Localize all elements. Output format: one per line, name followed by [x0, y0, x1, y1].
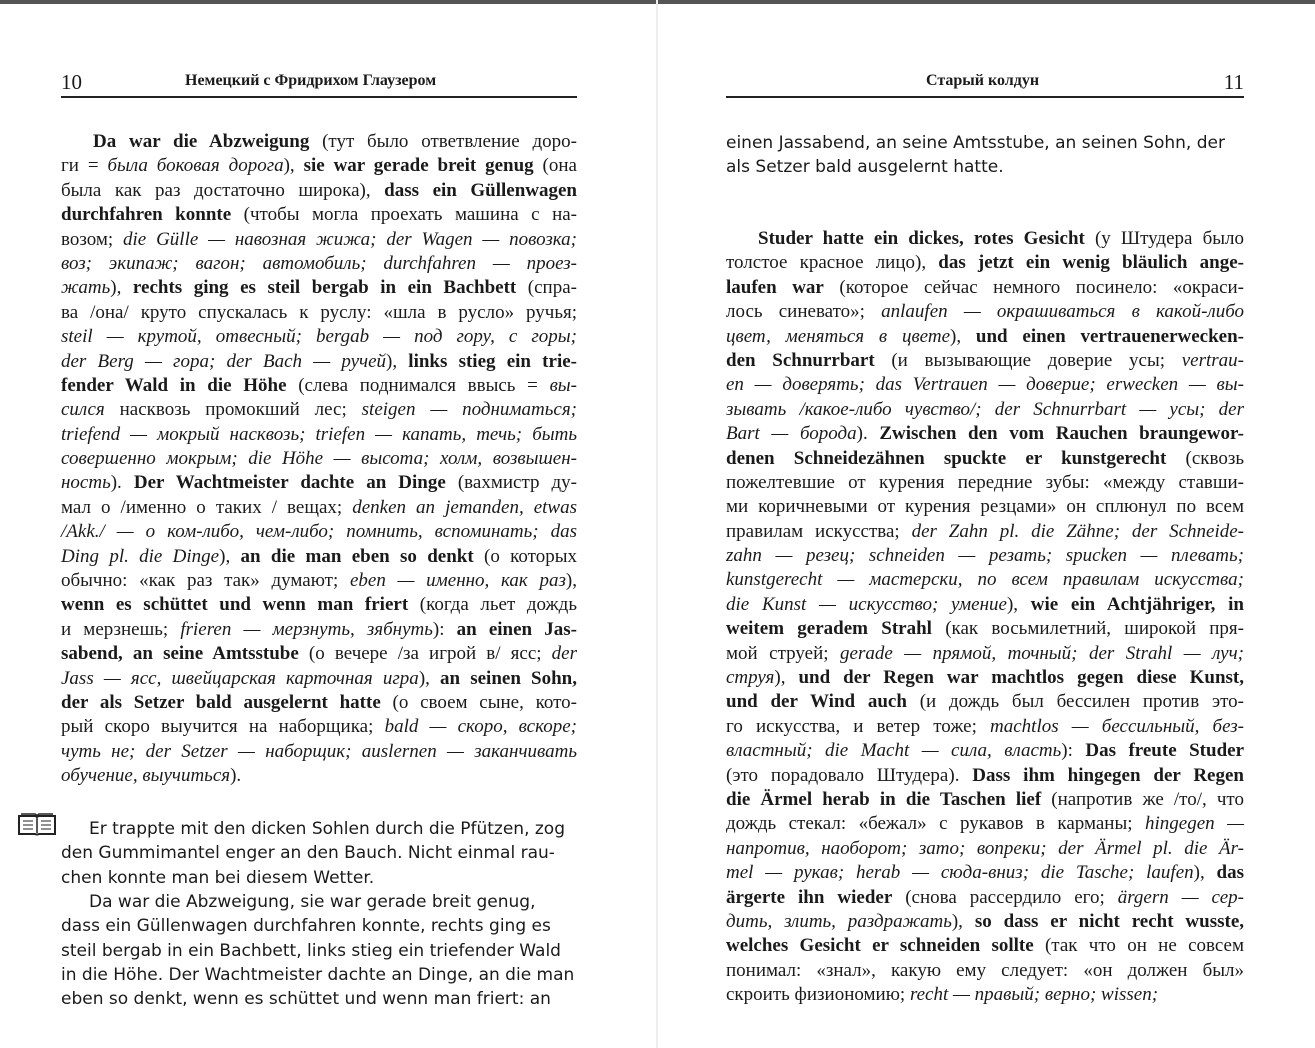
translation-text: (напротив же /то/, что [1041, 788, 1244, 810]
translation-text: насквозь промокший лес; [104, 399, 362, 421]
vocab-gloss: recht — правый; верно; wissen; [909, 984, 1159, 1006]
vocab-gloss: frieren — мерзнуть, зябнуть [180, 618, 433, 640]
gloss-line [61, 423, 577, 447]
german-phrase: das [1216, 862, 1245, 884]
translation-text: правилам искусства; [726, 520, 912, 542]
gloss-line [726, 910, 1244, 934]
vocab-gloss: вы- [549, 374, 578, 396]
book-spine [656, 0, 658, 1048]
gloss-line [726, 690, 1244, 714]
right-page-header [726, 70, 1244, 98]
vocab-gloss: der Berg — гора; der Bach — ручей [61, 350, 387, 372]
vocab-gloss: eben — именно, как раз [349, 570, 566, 592]
vocab-gloss: ärgern — сер- [1117, 886, 1244, 908]
translation-text: и мерзнешь; [61, 618, 181, 640]
gloss-line [61, 228, 577, 252]
german-phrase: links stieg ein trie- [408, 350, 577, 372]
gloss-line [726, 715, 1244, 739]
gloss-line [726, 325, 1244, 349]
vocab-gloss: machtlos — бессильный, без- [990, 715, 1244, 737]
vocab-gloss: der Zahn pl. die Zähne; der Schneide- [911, 520, 1245, 542]
gloss-line [726, 300, 1244, 324]
translation-text: (и вызывающие доверие усы; [874, 349, 1182, 371]
translation-text: (как восьмилетний, широкой пря- [931, 618, 1244, 640]
gloss-line [61, 154, 577, 178]
translation-text: ), [1006, 593, 1031, 615]
gloss-line [726, 617, 1244, 641]
translation-text: (о своем сыне, кото- [380, 691, 577, 713]
translation-text: го искусства, и ветер тоже; [726, 715, 991, 737]
running-title: Старый колдун [926, 72, 1040, 89]
open-book-icon [17, 813, 57, 837]
gloss-line [61, 471, 577, 495]
vocab-gloss: Jass — ясс, швейцарская карточная игра [61, 667, 419, 689]
translation-text: ), [1193, 862, 1217, 884]
german-phrase: an die man eben so denkt [240, 545, 474, 567]
vocab-gloss: mel — рукав; herab — сюда-вниз; die Tasche; laufen [726, 862, 1194, 884]
gloss-line [726, 666, 1244, 690]
german-phrase: laufen war [726, 276, 824, 298]
vocab-gloss: дить, злить, раздражать [726, 910, 952, 932]
translation-text: мой струей; [726, 642, 841, 664]
translation-text: ), [219, 545, 241, 567]
translation-text: (у Штудера было [1084, 228, 1244, 249]
gloss-line [61, 520, 577, 544]
translation-text: (она [533, 155, 577, 177]
german-phrase: weitem geradem Strahl [726, 618, 932, 640]
german-phrase: rechts ging es steil bergab in ein Bachbett [132, 277, 517, 299]
translation-text: ), [418, 667, 441, 689]
text-line: einen Jassabend, an seine Amtsstube, an seinen Sohn, der [726, 133, 1225, 153]
gloss-line [61, 325, 577, 349]
german-phrase: Der Wachtmeister dachte an Dinge [133, 472, 446, 494]
german-phrase: die Ärmel herab in die Taschen lief [726, 788, 1042, 810]
translation-text: ), [110, 277, 133, 299]
gloss-line [726, 495, 1244, 519]
gloss-line [61, 667, 577, 691]
german-phrase: dass ein Güllenwagen [384, 179, 578, 201]
gloss-line [726, 373, 1244, 397]
german-phrase: Studer hatte ein dickes, rotes Gesicht [758, 228, 1085, 249]
translation-text: (тут было ответвление доро- [309, 131, 577, 152]
vocab-gloss: die Gülle — навозная жижа; der Wagen — повозка; [123, 228, 577, 250]
translation-text: дождь стекал: «бежал» с рукавов в карманы; [726, 813, 1145, 835]
vocab-gloss: steil — крутой, отвесный; bergab — под гору, с горы; [61, 326, 577, 348]
vocab-gloss: цвет, меняться в цвете [726, 325, 951, 347]
translation-text: ), [283, 155, 304, 177]
german-phrase: den Schnurrbart [726, 349, 875, 371]
vocab-gloss: anlaufen — окрашиваться в какой-либо [881, 301, 1245, 323]
translation-text: скроить физиономию; [726, 984, 910, 1006]
vocab-gloss: kunstgerecht — мастерски, по всем правилам искусства; [726, 569, 1244, 591]
gloss-paragraph [61, 130, 577, 789]
vocab-gloss: жать [61, 277, 111, 299]
gloss-line [61, 276, 577, 300]
vocab-gloss: властный; die Macht — сила, власть [726, 740, 1062, 762]
gloss-line [61, 203, 577, 227]
german-phrase: und einen vertrauenerwecken- [975, 325, 1245, 347]
vocab-gloss: чуть не; der Setzer — наборщик; auslernen — заканчивать [61, 740, 577, 762]
translation-text: (вахмистр ду- [445, 472, 578, 494]
gloss-line [726, 471, 1244, 495]
german-phrase: wenn es schüttet und wenn man friert [61, 594, 409, 616]
german-phrase: fender Wald in die Höhe [61, 374, 287, 396]
translation-text: (так что он не совсем [1033, 935, 1244, 957]
vocab-gloss: zahn — резец; schneiden — резать; spucken — плевать; [726, 545, 1244, 567]
gloss-line [61, 496, 577, 520]
vocab-gloss: обучение, выучиться [61, 765, 231, 787]
translation-text: ). [856, 423, 880, 445]
gloss-paragraph [726, 227, 1244, 1008]
gloss-line [726, 983, 1244, 1007]
text-line: Da war die Abzweigung, sie war gerade breit genug, [89, 892, 536, 912]
translation-text: ), [951, 910, 975, 932]
text-line: dass ein Güllenwagen durchfahren konnte, rechts ging es [61, 916, 551, 937]
german-phrase: Zwischen den vom Rauchen braungewor- [879, 423, 1244, 445]
gloss-line [726, 520, 1244, 544]
gloss-line [61, 179, 577, 203]
gloss-line [726, 227, 1244, 251]
gloss-line [61, 569, 577, 593]
translation-text: ва /она/ круто спускалась к руслу: «шла в русло» ручья; [61, 301, 577, 323]
gloss-line [726, 349, 1244, 373]
text-line: Er trappte mit den dicken Sohlen durch die Pfützen, zog [89, 819, 565, 839]
german-phrase: ärgerte ihn wieder [726, 886, 893, 908]
gloss-line [61, 252, 577, 276]
translation-text: (и дождь был бессилен против это- [906, 691, 1244, 713]
gloss-line [61, 618, 577, 642]
gloss-line [726, 593, 1244, 617]
translation-text: ): [1061, 740, 1086, 762]
vocab-gloss: die Kunst — искусство; умение [726, 593, 1007, 615]
translation-text: (о вечере /за игрой в/ ясс; [298, 643, 552, 665]
translation-text: ), [386, 350, 409, 372]
german-phrase: an einen Jas- [456, 618, 577, 640]
translation-text: возом; [61, 228, 124, 250]
gloss-line [726, 837, 1244, 861]
gloss-line [61, 691, 577, 715]
gloss-line [726, 398, 1244, 422]
vocab-gloss: совершенно мокрым; die Höhe — высота; холм, возвышен- [61, 448, 577, 470]
translation-text: (когда льет дождь [408, 594, 578, 616]
german-phrase: das jetzt ein wenig bläulich ange- [938, 252, 1244, 274]
reading-paragraph-3 [726, 131, 1244, 180]
gloss-line [61, 545, 577, 569]
vocab-gloss: vertrau- [1181, 349, 1244, 371]
translation-text: (о которых [473, 545, 577, 567]
reading-paragraph-2 [61, 890, 577, 1011]
gloss-line [726, 544, 1244, 568]
vocab-gloss: steigen — подниматься; [361, 399, 578, 421]
gloss-line [61, 740, 577, 764]
translation-text: лось синевато»; [726, 301, 882, 323]
german-phrase: durchfahren konnte [61, 204, 232, 226]
german-phrase: an seinen Sohn, [440, 667, 577, 689]
vocab-gloss: ность [61, 472, 111, 494]
translation-text: мал о /именно о таких / вещах; [61, 496, 353, 518]
running-title: Немецкий с Фридрихом Глаузером [185, 72, 437, 89]
translation-text: ), [565, 570, 577, 592]
gloss-line [61, 374, 577, 398]
gloss-line [61, 715, 577, 739]
german-phrase: der als Setzer bald ausgelernt hatte [61, 691, 381, 713]
vocab-gloss: denken an jemanden, etwas [352, 496, 578, 518]
vocab-gloss: Bart — борода [726, 423, 857, 445]
gloss-line [726, 934, 1244, 958]
translation-text: (чтобы могла проехать машина с на- [231, 204, 577, 226]
translation-text: ), [774, 667, 799, 689]
vocab-gloss: /Akk./ — о ком-либо, чем-либо; помнить, вспоминать; das [61, 521, 577, 543]
gloss-line [61, 593, 577, 617]
gloss-line [61, 398, 577, 422]
vocab-gloss: сился [61, 399, 105, 421]
gloss-line [726, 568, 1244, 592]
translation-text: ): [432, 618, 457, 640]
vocab-gloss: струя [726, 667, 775, 689]
translation-text: понимал: «знал», какую ему следует: «он должен был» [726, 959, 1244, 981]
vocab-gloss: bald — скоро, вскоре; [384, 716, 577, 738]
vocab-gloss: hingegen — [1144, 813, 1244, 835]
vocab-gloss: зывать /какое-либо чувство/; der Schnurrbart — усы; der [726, 398, 1244, 420]
gloss-line [61, 764, 577, 788]
translation-text: (слева поднимался ввысь = [286, 374, 550, 396]
german-phrase: Da war die Abzweigung [93, 131, 310, 152]
gloss-line [726, 812, 1244, 836]
translation-text: была как раз достаточно широка), [61, 179, 385, 201]
translation-text: обычно: «как раз так» думают; [61, 570, 350, 592]
translation-text: (это порадовало Штудера). [726, 764, 973, 786]
left-page-header [61, 70, 577, 98]
german-phrase: und der Regen war machtlos gegen diese Kunst, [798, 667, 1245, 689]
german-phrase: welches Gesicht er schneiden sollte [726, 935, 1034, 957]
gloss-line [726, 739, 1244, 763]
german-phrase: denen Schneidezähnen spuckte er kunstgerecht [726, 447, 1167, 469]
vocab-gloss: Ding pl. die Dinge [61, 545, 220, 567]
vocab-gloss: triefend — мокрый насквозь; triefen — капать, течь; быть [61, 423, 577, 445]
translation-text: ги = [61, 155, 108, 177]
gloss-line [726, 276, 1244, 300]
vocab-gloss: напротив, наоборот; зато; вопреки; der Ärmel pl. die Är- [726, 837, 1244, 859]
translation-text: ), [950, 325, 976, 347]
german-phrase: und der Wind auch [726, 691, 907, 713]
gloss-line [726, 764, 1244, 788]
german-phrase: sie war gerade breit genug [303, 155, 534, 177]
gloss-line [726, 642, 1244, 666]
text-line: in die Höhe. Der Wachtmeister dachte an Dinge, an die man [61, 964, 575, 985]
page-number: 10 [61, 70, 82, 94]
vocab-gloss: en — доверять; das Vertrauen — доверие; erwecken — вы- [726, 374, 1244, 396]
translation-text: рый скоро выучится на наборщика; [61, 716, 385, 738]
translation-text: ). [110, 472, 134, 494]
gloss-line [726, 861, 1244, 885]
gloss-line [726, 447, 1244, 471]
gloss-line [61, 350, 577, 374]
text-line: steil bergab in ein Bachbett, links stieg ein triefender Wald [61, 940, 561, 961]
text-line: den Gummimantel enger an den Bauch. Nicht einmal rau- [61, 843, 555, 864]
text-line: eben so denkt, wenn es schüttet und wenn man friert: an [61, 989, 551, 1010]
gloss-line [61, 130, 577, 154]
translation-text: пожелтевшие от курения передние зубы: «между ставши- [726, 471, 1244, 493]
reading-paragraph-1 [61, 817, 577, 890]
gloss-line [61, 301, 577, 325]
text-line: als Setzer bald ausgelernt hatte. [726, 157, 1004, 178]
german-phrase: wie ein Achtjähriger, in [1030, 593, 1244, 615]
german-phrase: Dass ihm hingegen der Regen [972, 764, 1244, 786]
translation-text: (снова рассердило его; [892, 886, 1118, 908]
german-phrase: sabend, an seine Amtsstube [61, 643, 299, 665]
translation-text: (которое сейчас немного посинело: «окраси- [823, 276, 1245, 298]
vocab-gloss: gerade — прямой, точный; der Strahl — луч; [840, 642, 1244, 664]
german-phrase: Das freute Studer [1085, 740, 1244, 762]
gloss-line [726, 422, 1244, 446]
translation-text: толстое красное лицо), [726, 252, 939, 274]
vocab-gloss: воз; экипаж; вагон; автомобиль; durchfahren — проез- [61, 252, 577, 274]
gloss-line [61, 642, 577, 666]
translation-text: ). [230, 765, 242, 787]
gloss-line [726, 788, 1244, 812]
gloss-line [726, 959, 1244, 983]
vocab-gloss: der [551, 643, 577, 665]
gloss-line [61, 447, 577, 471]
page-number: 11 [1223, 70, 1244, 94]
german-phrase: so dass er nicht recht wusste, [974, 910, 1245, 932]
vocab-gloss: была боковая дорога [107, 155, 284, 177]
gloss-line [726, 886, 1244, 910]
translation-text: ми коричневыми от курения резцами» он сплюнул по всем [726, 496, 1244, 518]
translation-text: (сквозь [1166, 447, 1244, 469]
gloss-line [726, 251, 1244, 275]
translation-text: (спра- [516, 277, 577, 299]
text-line: chen konnte man bei diesem Wetter. [61, 867, 375, 888]
